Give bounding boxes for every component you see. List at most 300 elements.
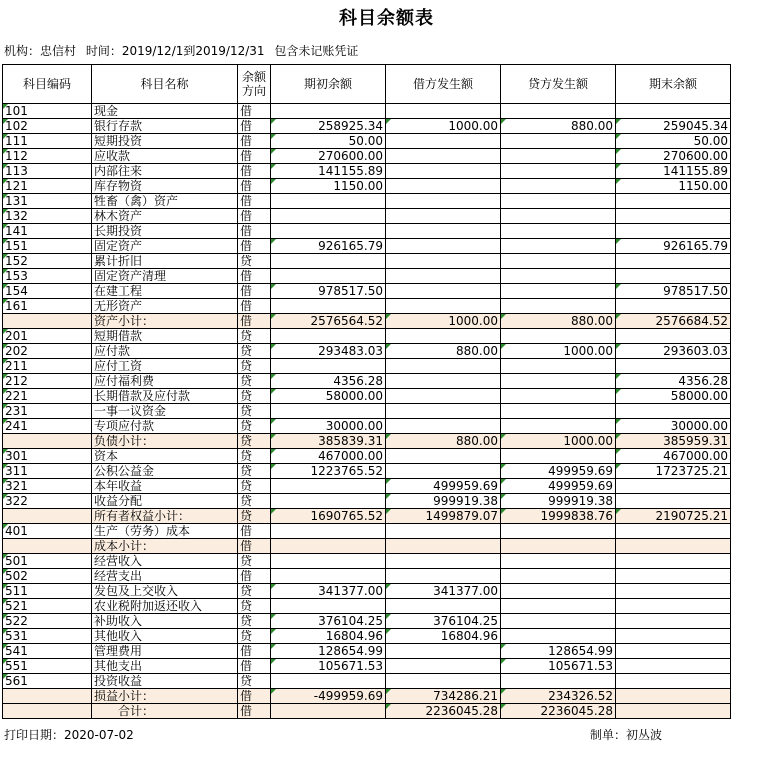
opening-cell: 50.00 (271, 134, 386, 149)
credit-cell (501, 599, 616, 614)
direction-cell: 借 (238, 194, 271, 209)
credit-cell (501, 254, 616, 269)
name-cell: 应付款 (92, 344, 238, 359)
table-row (3, 149, 731, 164)
credit-cell (501, 629, 616, 644)
code-cell: 212 (3, 374, 92, 389)
header-col-direction: 余额 方向 (238, 65, 271, 104)
debit-cell: 376104.25 (386, 614, 501, 629)
name-cell: 本年收益 (92, 479, 238, 494)
table-row (3, 119, 731, 134)
table-row (3, 329, 731, 344)
debit-cell (386, 104, 501, 119)
header-col-name: 科目名称 (92, 65, 238, 104)
balance-table (2, 64, 731, 719)
subtotal-row (3, 509, 731, 524)
subtotal-row (3, 434, 731, 449)
closing-cell (616, 659, 731, 674)
closing-cell: 30000.00 (616, 419, 731, 434)
opening-cell: 128654.99 (271, 644, 386, 659)
header-row (3, 65, 731, 104)
opening-cell: 2576564.52 (271, 314, 386, 329)
debit-cell: 1499879.07 (386, 509, 501, 524)
report-title: 科目余额表 (339, 8, 434, 29)
debit-cell (386, 359, 501, 374)
credit-cell (501, 164, 616, 179)
name-cell: 短期借款 (92, 329, 238, 344)
table-row (3, 614, 731, 629)
debit-cell (386, 644, 501, 659)
opening-cell: 926165.79 (271, 239, 386, 254)
closing-cell: 926165.79 (616, 239, 731, 254)
table-row (3, 164, 731, 179)
closing-cell (616, 629, 731, 644)
name-cell: 收益分配 (92, 494, 238, 509)
name-cell: 农业税附加返还收入 (92, 599, 238, 614)
table-row (3, 299, 731, 314)
closing-cell (616, 224, 731, 239)
debit-cell (386, 284, 501, 299)
opening-cell (271, 404, 386, 419)
closing-cell: 2576684.52 (616, 314, 731, 329)
direction-cell: 贷 (238, 449, 271, 464)
direction-cell: 借 (238, 524, 271, 539)
credit-cell (501, 224, 616, 239)
header-col-opening: 期初余额 (271, 65, 386, 104)
credit-cell: 105671.53 (501, 659, 616, 674)
direction-cell: 借 (238, 704, 271, 719)
direction-cell: 借 (238, 134, 271, 149)
code-cell: 401 (3, 524, 92, 539)
code-cell (3, 704, 92, 719)
table-body (3, 104, 731, 719)
credit-cell (501, 389, 616, 404)
direction-cell: 贷 (238, 554, 271, 569)
debit-cell (386, 194, 501, 209)
debit-cell: 1000.00 (386, 314, 501, 329)
credit-cell (501, 284, 616, 299)
opening-cell (271, 479, 386, 494)
code-cell: 113 (3, 164, 92, 179)
code-cell: 152 (3, 254, 92, 269)
direction-cell: 借 (238, 119, 271, 134)
direction-cell: 借 (238, 164, 271, 179)
table-row (3, 134, 731, 149)
name-cell: 所有者权益小计： (92, 509, 238, 524)
credit-cell: 2236045.28 (501, 704, 616, 719)
credit-cell (501, 374, 616, 389)
direction-cell: 贷 (238, 509, 271, 524)
name-cell: 现金 (92, 104, 238, 119)
name-cell: 应收款 (92, 149, 238, 164)
code-cell: 141 (3, 224, 92, 239)
table-row (3, 479, 731, 494)
name-cell: 一事一议资金 (92, 404, 238, 419)
closing-cell (616, 614, 731, 629)
opening-cell (271, 674, 386, 689)
opening-cell (271, 329, 386, 344)
direction-cell: 借 (238, 269, 271, 284)
code-cell (3, 509, 92, 524)
debit-cell (386, 329, 501, 344)
code-cell: 151 (3, 239, 92, 254)
closing-cell: 385959.31 (616, 434, 731, 449)
closing-cell: 1723725.21 (616, 464, 731, 479)
name-cell: 在建工程 (92, 284, 238, 299)
direction-cell: 贷 (238, 464, 271, 479)
closing-cell (616, 209, 731, 224)
direction-cell: 贷 (238, 614, 271, 629)
closing-cell (616, 404, 731, 419)
debit-cell (386, 254, 501, 269)
closing-cell: 270600.00 (616, 149, 731, 164)
debit-cell: 16804.96 (386, 629, 501, 644)
code-cell: 521 (3, 599, 92, 614)
direction-cell: 贷 (238, 629, 271, 644)
opening-cell (271, 554, 386, 569)
direction-cell: 借 (238, 224, 271, 239)
name-cell: 负债小计： (92, 434, 238, 449)
closing-cell (616, 299, 731, 314)
table-row (3, 494, 731, 509)
direction-cell: 贷 (238, 419, 271, 434)
code-cell: 311 (3, 464, 92, 479)
opening-cell (271, 299, 386, 314)
name-cell: 固定资产 (92, 239, 238, 254)
name-cell: 无形资产 (92, 299, 238, 314)
name-cell: 专项应付款 (92, 419, 238, 434)
name-cell: 损益小计： (92, 689, 238, 704)
closing-cell (616, 689, 731, 704)
table-row (3, 674, 731, 689)
period-label: 时间：2019/12/1到2019/12/31 (85, 44, 265, 58)
name-cell: 补助收入 (92, 614, 238, 629)
credit-cell (501, 584, 616, 599)
debit-cell (386, 269, 501, 284)
credit-cell (501, 269, 616, 284)
direction-cell: 贷 (238, 344, 271, 359)
code-cell: 202 (3, 344, 92, 359)
table-row (3, 644, 731, 659)
debit-cell (386, 224, 501, 239)
opening-cell: 1690765.52 (271, 509, 386, 524)
direction-cell: 贷 (238, 584, 271, 599)
table-row (3, 344, 731, 359)
debit-cell (386, 464, 501, 479)
debit-cell (386, 179, 501, 194)
closing-cell (616, 194, 731, 209)
debit-cell: 880.00 (386, 434, 501, 449)
name-cell: 其他支出 (92, 659, 238, 674)
debit-cell (386, 569, 501, 584)
closing-cell (616, 644, 731, 659)
report-meta (4, 42, 364, 59)
closing-cell (616, 569, 731, 584)
opening-cell: 4356.28 (271, 374, 386, 389)
code-cell: 101 (3, 104, 92, 119)
credit-cell: 499959.69 (501, 479, 616, 494)
code-cell: 322 (3, 494, 92, 509)
name-cell: 短期投资 (92, 134, 238, 149)
debit-cell (386, 404, 501, 419)
name-cell: 内部往来 (92, 164, 238, 179)
name-cell: 牲畜（禽）资产 (92, 194, 238, 209)
code-cell: 211 (3, 359, 92, 374)
table-row (3, 464, 731, 479)
opening-cell: 105671.53 (271, 659, 386, 674)
code-cell: 502 (3, 569, 92, 584)
name-cell: 其他收入 (92, 629, 238, 644)
table-row (3, 284, 731, 299)
code-cell: 111 (3, 134, 92, 149)
table-row (3, 404, 731, 419)
table-row (3, 209, 731, 224)
opening-cell: 978517.50 (271, 284, 386, 299)
debit-cell (386, 149, 501, 164)
name-cell: 库存物资 (92, 179, 238, 194)
code-cell: 132 (3, 209, 92, 224)
code-cell: 231 (3, 404, 92, 419)
name-cell: 累计折旧 (92, 254, 238, 269)
credit-cell (501, 299, 616, 314)
debit-cell: 341377.00 (386, 584, 501, 599)
debit-cell (386, 164, 501, 179)
table-row (3, 179, 731, 194)
direction-cell: 贷 (238, 674, 271, 689)
credit-cell (501, 404, 616, 419)
opening-cell: 1150.00 (271, 179, 386, 194)
code-cell: 153 (3, 269, 92, 284)
direction-cell: 贷 (238, 374, 271, 389)
credit-cell (501, 194, 616, 209)
credit-cell (501, 419, 616, 434)
opening-cell (271, 359, 386, 374)
code-cell: 501 (3, 554, 92, 569)
closing-cell (616, 269, 731, 284)
debit-cell (386, 209, 501, 224)
code-cell: 221 (3, 389, 92, 404)
code-cell: 551 (3, 659, 92, 674)
credit-cell (501, 134, 616, 149)
code-cell: 522 (3, 614, 92, 629)
direction-cell: 贷 (238, 599, 271, 614)
name-cell: 公积公益金 (92, 464, 238, 479)
table-row (3, 599, 731, 614)
credit-cell (501, 569, 616, 584)
debit-cell (386, 539, 501, 554)
name-cell: 发包及上交收入 (92, 584, 238, 599)
code-cell: 301 (3, 449, 92, 464)
credit-cell (501, 674, 616, 689)
code-cell: 131 (3, 194, 92, 209)
opening-cell: 293483.03 (271, 344, 386, 359)
opening-cell (271, 524, 386, 539)
opening-cell (271, 224, 386, 239)
closing-cell: 293603.03 (616, 344, 731, 359)
closing-cell (616, 704, 731, 719)
closing-cell (616, 584, 731, 599)
direction-cell: 借 (238, 209, 271, 224)
closing-cell (616, 359, 731, 374)
direction-cell: 借 (238, 644, 271, 659)
credit-cell: 999919.38 (501, 494, 616, 509)
credit-cell: 1999838.76 (501, 509, 616, 524)
credit-cell: 1000.00 (501, 344, 616, 359)
name-cell: 银行存款 (92, 119, 238, 134)
credit-cell: 234326.52 (501, 689, 616, 704)
print-date: 打印日期：2020-07-02 (4, 728, 134, 742)
maker-label: 制单：初丛波 (590, 728, 663, 742)
direction-cell: 借 (238, 104, 271, 119)
opening-cell (271, 194, 386, 209)
opening-cell: 16804.96 (271, 629, 386, 644)
opening-cell: 58000.00 (271, 389, 386, 404)
closing-cell: 4356.28 (616, 374, 731, 389)
note-label: 包含未记账凭证 (274, 44, 359, 58)
debit-cell: 2236045.28 (386, 704, 501, 719)
subtotal-row (3, 704, 731, 719)
name-cell: 投资收益 (92, 674, 238, 689)
closing-cell (616, 254, 731, 269)
opening-cell: 30000.00 (271, 419, 386, 434)
table-row (3, 389, 731, 404)
org-label: 机构：忠信村 (4, 44, 77, 58)
credit-cell (501, 209, 616, 224)
credit-cell (501, 524, 616, 539)
code-cell (3, 314, 92, 329)
closing-cell (616, 479, 731, 494)
table-row (3, 584, 731, 599)
direction-cell: 借 (238, 299, 271, 314)
table-row (3, 569, 731, 584)
credit-cell: 1000.00 (501, 434, 616, 449)
table-row (3, 194, 731, 209)
direction-cell: 借 (238, 539, 271, 554)
credit-cell: 880.00 (501, 314, 616, 329)
table-row (3, 374, 731, 389)
credit-cell (501, 449, 616, 464)
name-cell: 应付工资 (92, 359, 238, 374)
closing-cell: 141155.89 (616, 164, 731, 179)
credit-cell (501, 149, 616, 164)
direction-cell: 贷 (238, 434, 271, 449)
credit-cell (501, 239, 616, 254)
debit-cell (386, 524, 501, 539)
direction-cell: 借 (238, 179, 271, 194)
debit-cell (386, 674, 501, 689)
opening-cell (271, 104, 386, 119)
opening-cell: 467000.00 (271, 449, 386, 464)
closing-cell (616, 674, 731, 689)
closing-cell (616, 554, 731, 569)
header-col-code: 科目编码 (3, 65, 92, 104)
debit-cell: 1000.00 (386, 119, 501, 134)
direction-cell: 借 (238, 314, 271, 329)
direction-cell: 贷 (238, 404, 271, 419)
credit-cell (501, 359, 616, 374)
code-cell: 241 (3, 419, 92, 434)
closing-cell: 259045.34 (616, 119, 731, 134)
closing-cell (616, 329, 731, 344)
closing-cell: 2190725.21 (616, 509, 731, 524)
debit-cell: 499959.69 (386, 479, 501, 494)
table-row (3, 239, 731, 254)
direction-cell: 贷 (238, 254, 271, 269)
subtotal-row (3, 314, 731, 329)
table-row (3, 629, 731, 644)
opening-cell: 141155.89 (271, 164, 386, 179)
name-cell: 成本小计： (92, 539, 238, 554)
direction-cell: 借 (238, 659, 271, 674)
credit-cell (501, 329, 616, 344)
direction-cell: 借 (238, 284, 271, 299)
direction-cell: 贷 (238, 479, 271, 494)
debit-cell (386, 449, 501, 464)
header-col-closing: 期末余额 (616, 65, 731, 104)
opening-cell (271, 599, 386, 614)
code-cell: 154 (3, 284, 92, 299)
closing-cell (616, 104, 731, 119)
opening-cell: -499959.69 (271, 689, 386, 704)
debit-cell (386, 134, 501, 149)
opening-cell: 270600.00 (271, 149, 386, 164)
debit-cell (386, 239, 501, 254)
table-row (3, 554, 731, 569)
closing-cell (616, 524, 731, 539)
credit-cell (501, 554, 616, 569)
subtotal-row (3, 689, 731, 704)
opening-cell (271, 209, 386, 224)
debit-cell (386, 374, 501, 389)
debit-cell (386, 389, 501, 404)
closing-cell: 50.00 (616, 134, 731, 149)
closing-cell: 978517.50 (616, 284, 731, 299)
opening-cell: 385839.31 (271, 434, 386, 449)
direction-cell: 借 (238, 149, 271, 164)
code-cell: 541 (3, 644, 92, 659)
closing-cell: 58000.00 (616, 389, 731, 404)
code-cell: 102 (3, 119, 92, 134)
code-cell (3, 539, 92, 554)
credit-cell: 499959.69 (501, 464, 616, 479)
code-cell: 511 (3, 584, 92, 599)
debit-cell (386, 299, 501, 314)
credit-cell (501, 614, 616, 629)
table-row (3, 104, 731, 119)
name-cell: 应付福利费 (92, 374, 238, 389)
debit-cell: 880.00 (386, 344, 501, 359)
opening-cell: 258925.34 (271, 119, 386, 134)
name-cell: 经营支出 (92, 569, 238, 584)
code-cell: 161 (3, 299, 92, 314)
opening-cell (271, 569, 386, 584)
name-cell: 固定资产清理 (92, 269, 238, 284)
credit-cell (501, 179, 616, 194)
code-cell: 121 (3, 179, 92, 194)
code-cell (3, 689, 92, 704)
debit-cell (386, 659, 501, 674)
name-cell: 长期借款及应付款 (92, 389, 238, 404)
code-cell: 112 (3, 149, 92, 164)
closing-cell (616, 494, 731, 509)
opening-cell (271, 269, 386, 284)
name-cell: 管理费用 (92, 644, 238, 659)
opening-cell (271, 539, 386, 554)
table-row (3, 419, 731, 434)
name-cell: 资本 (92, 449, 238, 464)
closing-cell (616, 599, 731, 614)
direction-cell: 贷 (238, 329, 271, 344)
